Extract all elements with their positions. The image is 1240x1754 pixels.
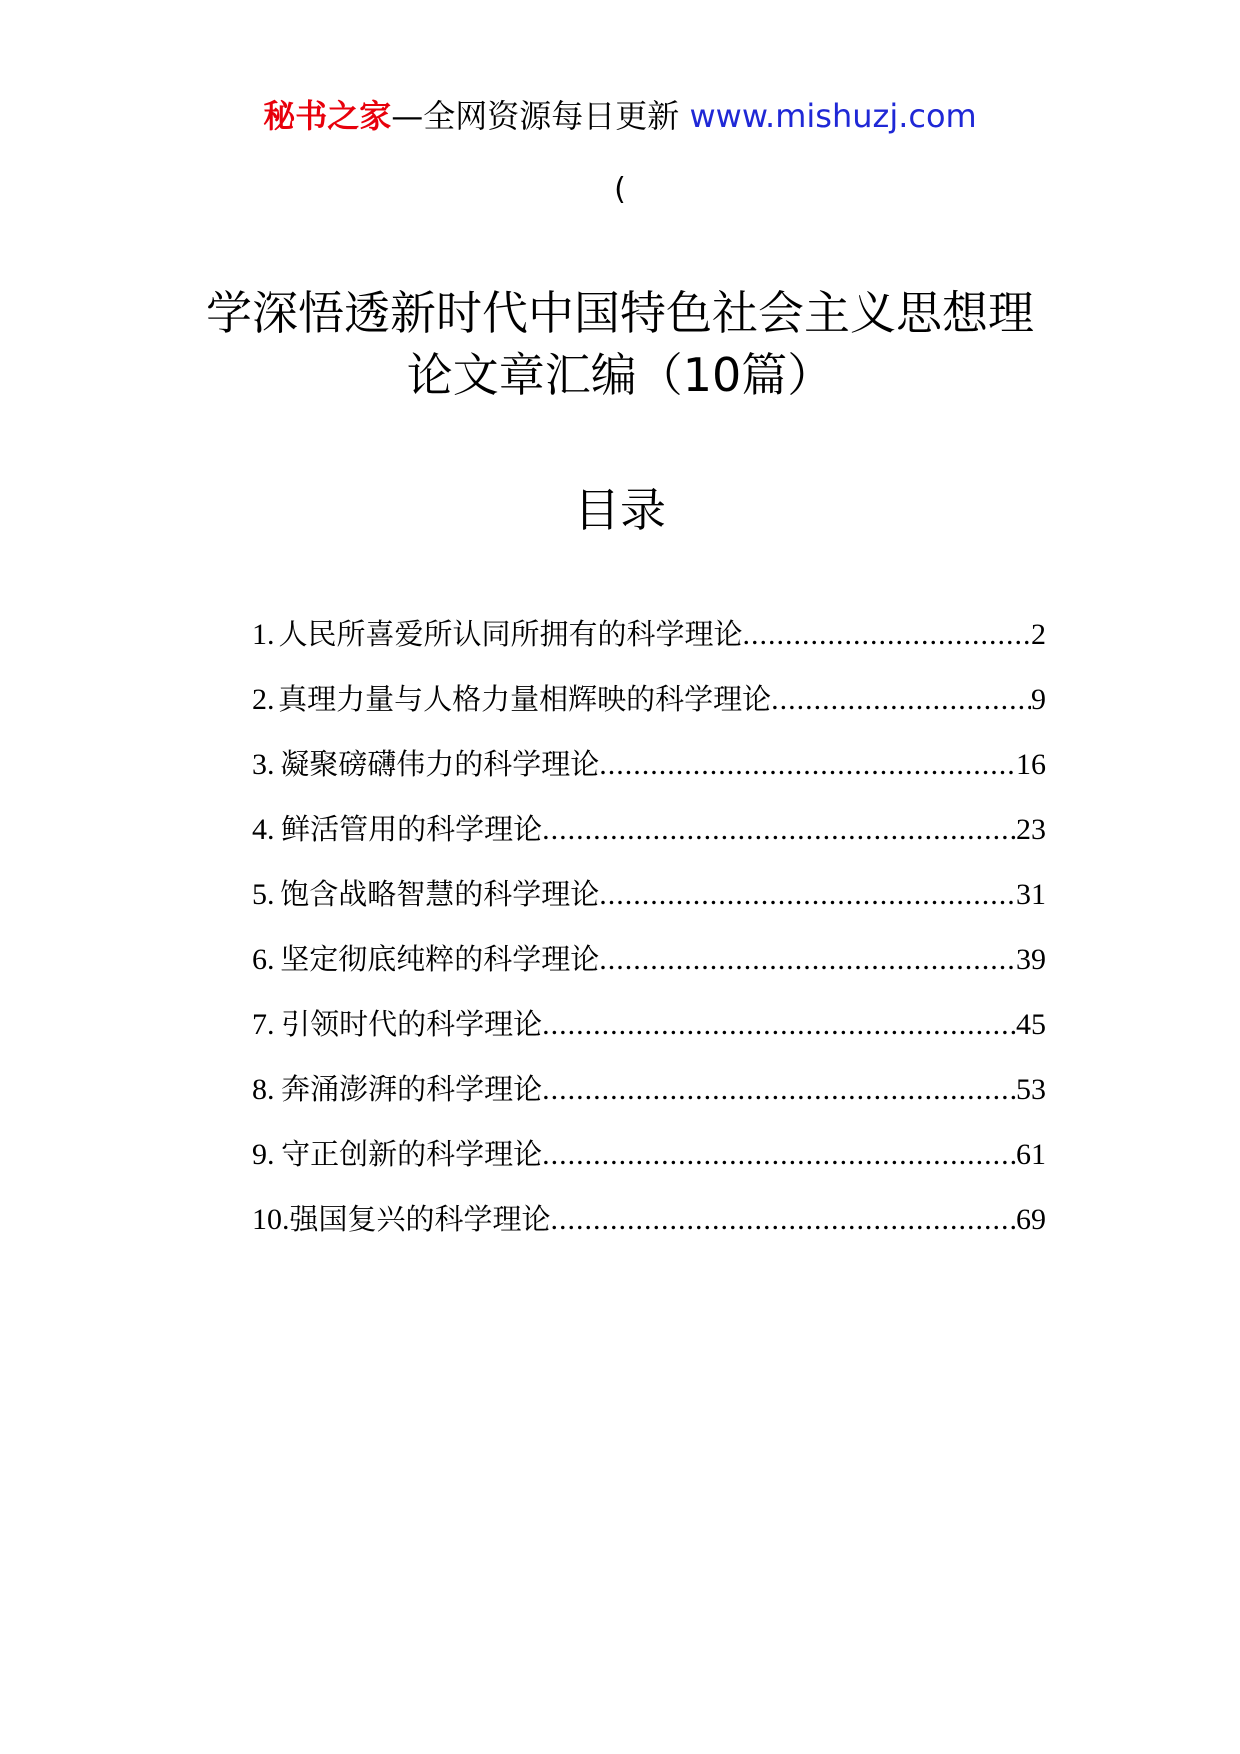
- toc-entry[interactable]: [252, 744, 1046, 809]
- site-url-link[interactable]: www.mishuzj.com: [689, 97, 977, 135]
- toc-entry-number: 6.: [252, 943, 275, 976]
- toc-dot-leader: [599, 745, 1016, 785]
- toc-entry-page: 45: [1016, 1008, 1046, 1041]
- toc-entry-page: 69: [1016, 1203, 1046, 1236]
- toc-entry-page: 9: [1031, 683, 1046, 716]
- toc-heading: 目录: [574, 483, 666, 537]
- toc-entry-number: 8.: [252, 1073, 275, 1106]
- toc-entry-page: 53: [1016, 1073, 1046, 1106]
- toc-entry-number: 2.: [252, 683, 275, 716]
- toc-dot-leader: [771, 680, 1031, 720]
- header-tagline: —全网资源每日更新: [391, 97, 680, 135]
- toc-entry-number: 1.: [252, 618, 275, 651]
- toc-entry-page: 16: [1016, 748, 1046, 781]
- toc-entry-number: 10.: [252, 1203, 290, 1236]
- toc-entry-title: 引领时代的科学理论: [281, 1007, 543, 1041]
- toc-dot-leader: [599, 940, 1016, 980]
- toc-dot-leader: [542, 1135, 1016, 1175]
- title-line-2: 论文章汇编（10篇）: [406, 348, 834, 402]
- toc-entry-page: 23: [1016, 813, 1046, 846]
- toc-entry[interactable]: [252, 679, 1046, 744]
- toc-entry[interactable]: [252, 614, 1046, 679]
- toc-entry[interactable]: [252, 1199, 1046, 1264]
- toc-dot-leader: [743, 615, 1031, 655]
- toc-entry[interactable]: [252, 939, 1046, 1004]
- toc-entry-title: 凝聚磅礴伟力的科学理论: [280, 747, 600, 781]
- toc-dot-leader: [542, 1005, 1016, 1045]
- toc-dot-leader: [551, 1200, 1016, 1240]
- toc-entry-number: 3.: [252, 748, 275, 781]
- toc-entry-number: 7.: [252, 1008, 275, 1041]
- stray-paren-mark: (: [614, 172, 626, 207]
- toc-entry-title: 守正创新的科学理论: [281, 1137, 543, 1171]
- toc-entry-number: 4.: [252, 813, 275, 846]
- toc-dot-leader: [542, 810, 1016, 850]
- title-line-1: 学深悟透新时代中国特色社会主义思想理: [206, 286, 1034, 340]
- toc-entry-title: 鲜活管用的科学理论: [281, 812, 543, 846]
- site-header: [0, 96, 1240, 136]
- toc-entry[interactable]: [252, 1134, 1046, 1199]
- toc-entry[interactable]: [252, 1069, 1046, 1134]
- toc-dot-leader: [542, 1070, 1016, 1110]
- toc-entry-title: 奔涌澎湃的科学理论: [281, 1072, 543, 1106]
- toc-entry-title: 真理力量与人格力量相辉映的科学理论: [278, 682, 772, 716]
- toc-entry-number: 9.: [252, 1138, 275, 1171]
- toc-entry-page: 61: [1016, 1138, 1046, 1171]
- toc-entry-title: 人民所喜爱所认同所拥有的科学理论: [278, 617, 743, 651]
- toc-entry-title: 饱含战略智慧的科学理论: [280, 877, 600, 911]
- document-title: [140, 282, 1100, 406]
- toc-entry[interactable]: [252, 874, 1046, 939]
- toc-entry[interactable]: [252, 1004, 1046, 1069]
- toc-entry[interactable]: [252, 809, 1046, 874]
- toc-entry-page: 31: [1016, 878, 1046, 911]
- toc-dot-leader: [599, 875, 1016, 915]
- toc-entry-page: 2: [1031, 618, 1046, 651]
- toc-entry-page: 39: [1016, 943, 1046, 976]
- brand-name: 秘书之家: [263, 97, 392, 135]
- toc-entry-title: 坚定彻底纯粹的科学理论: [280, 942, 600, 976]
- toc-entry-title: 强国复兴的科学理论: [289, 1202, 551, 1236]
- toc-entry-number: 5.: [252, 878, 275, 911]
- table-of-contents: [252, 614, 1046, 1264]
